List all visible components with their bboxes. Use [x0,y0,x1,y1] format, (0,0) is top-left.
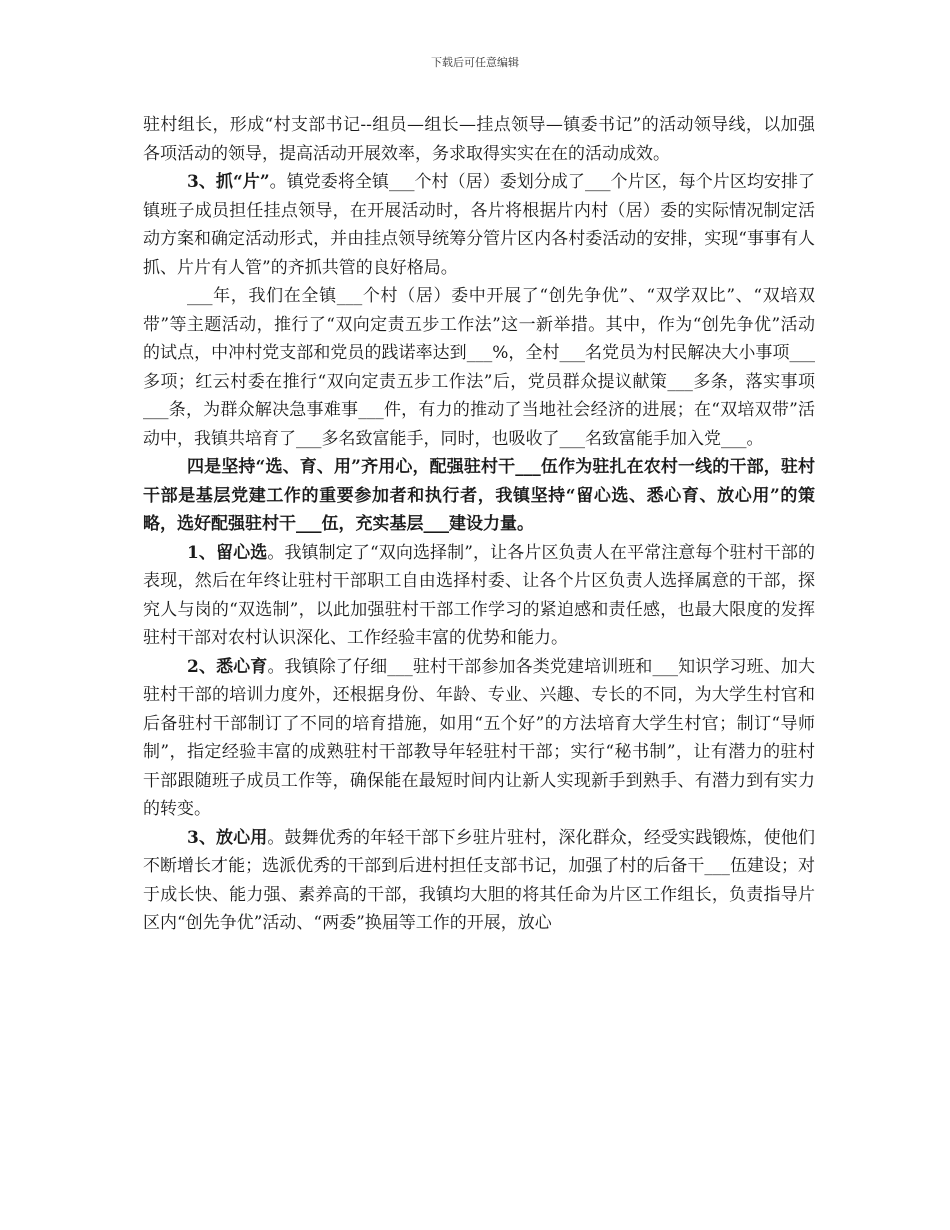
paragraph-heading: 3、放心用 [187,827,268,848]
paragraph-text: 。鼓舞优秀的年轻干部下乡驻片驻村，深化群众，经受实践锻炼，使他们不断增长才能；选派优秀的干部到后进村担任支部书记，加强了村的后备干___伍建设；对于成长快、能力强、素养高的干部，我镇均大胆的将其任命为片区工作组长，负责指导片区内“创先争优”活动、“两委”换届等工作的开展，放心 [143,827,815,933]
document-body [143,111,815,938]
paragraph-text: 。我镇制定了“双向选择制”，让各片区负责人在平常注意每个驻村干部的表现，然后在年终让驻村干部职工自由选择村委、让各个片区负责人选择属意的干部，探究人与岗的“双选制”，以此加强驻村干部工作学习的紧迫感和责任感，也最大限度的发挥驻村干部对农村认识深化、工作经验丰富的优势和能力。 [143,542,815,648]
page-header: 下载后可任意编辑 [431,56,519,69]
paragraph-heading: 1、留心选 [187,542,268,563]
paragraph-text: ___年，我们在全镇___个村（居）委中开展了“创先争优”、“双学双比”、“双培双带”等主题活动，推行了“双向定责五步工作法”这一新举措。其中，作为“创先争优”活动的试点，中冲村党支部和党员的践诺率达到___%，全村___名党员为村民解决大小事项___多项；红云村委在推行“双向定责五步工作法”后，党员群众提议献策___多条，落实事项___条，为群众解决急事难事___件，有力的推动了当地社会经济的进展；在“双培双带”活动中，我镇共培育了___多名致富能手，同时，也吸收了___名致富能手加入党___。 [143,286,815,449]
paragraph-heading: 3、抓“片” [187,172,270,192]
paragraph-heading: 四是坚持“选、育、用”齐用心，配强驻村干___伍作为驻扎在农村一线的干部，驻村干部是基层党建工作的重要参加者和执行者，我镇坚持“留心选、悉心育、放心用”的策略，选好配强驻村干___伍，充实基层___建设力量。 [143,457,815,534]
paragraph-confident-use [143,824,815,938]
paragraph-text: 驻村组长，形成“村支部书记--组员—组长—挂点领导—镇委书记”的活动领导线，以加强各项活动的领导，提高活动开展效率，务求取得实实在在的活动成效。 [143,115,815,164]
paragraph-section-four [143,453,815,539]
paragraph-careful-train [143,653,815,824]
paragraph-text: 。我镇除了仔细___驻村干部参加各类党建培训班和___知识学习班、加大驻村干部的培训力度外，还根据身份、年龄、专业、兴趣、专长的不同，为大学生村官和后备驻村干部制订了不同的培育措施，如用“五个好”的方法培育大学生村官；制订“导师制”，指定经验丰富的成熟驻村干部教导年轻驻村干部；实行“秘书制”，让有潜力的驻村干部跟随班子成员工作等，确保能在最短时间内让新人实现新手到熟手、有潜力到有实力的转变。 [143,656,815,819]
paragraph-grab-area [143,168,815,282]
paragraph-heading: 2、悉心育 [187,656,268,677]
paragraph-text: 。镇党委将全镇___个村（居）委划分成了___个片区，每个片区均安排了镇班子成员担任挂点领导，在开展活动时，各片将根据片内村（居）委的实际情况制定活动方案和确定活动形式，并由挂点领导统筹分管片区内各村委活动的安排，实现“事事有人抓、片片有人管”的齐抓共管的良好格局。 [143,172,815,278]
paragraph-careful-select [143,539,815,653]
paragraph-continuation [143,111,815,168]
paragraph-activities [143,282,815,453]
